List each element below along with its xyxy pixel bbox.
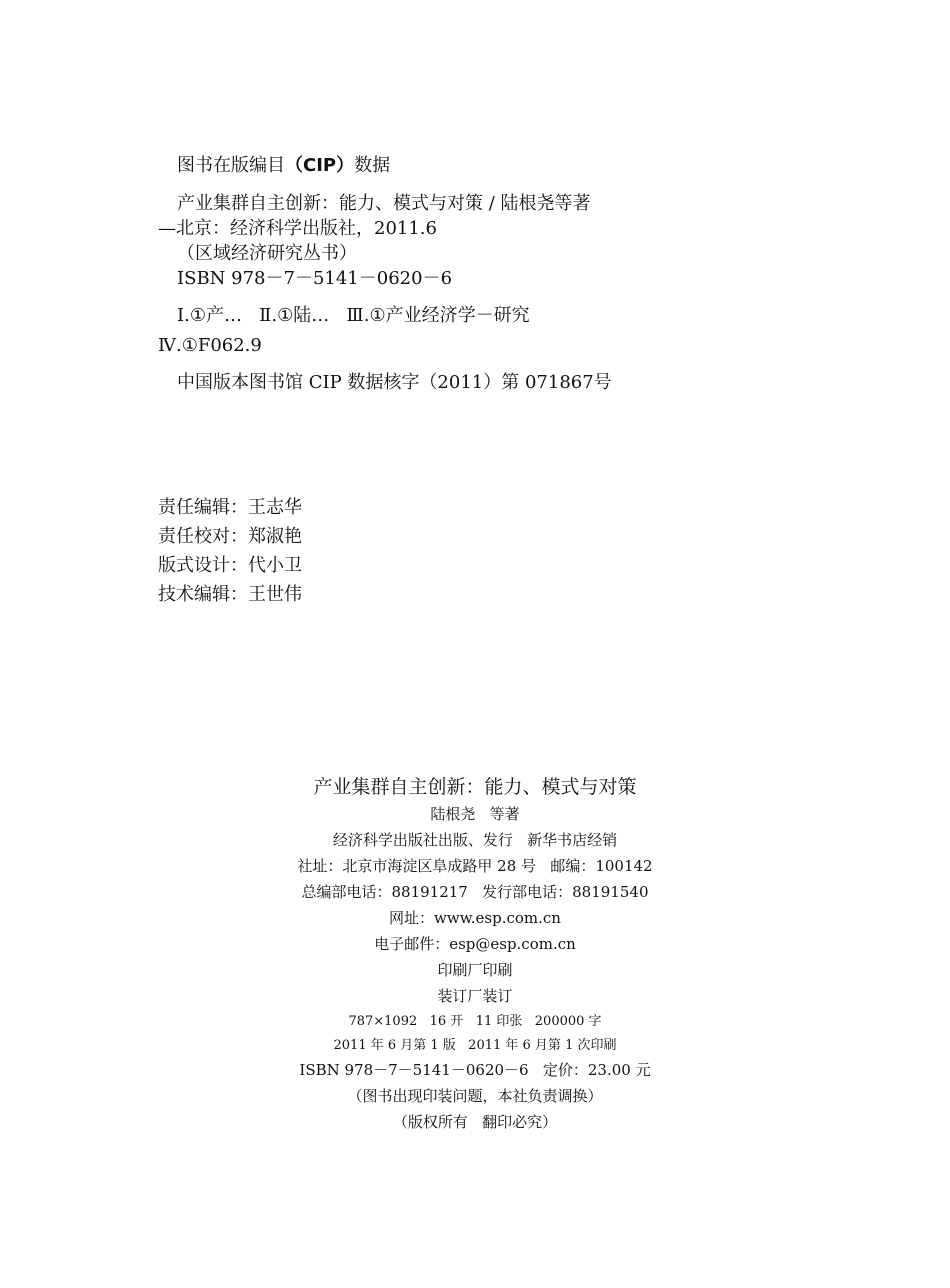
cip-record-line: 中国版本图书馆 CIP 数据核字（2011）第 071867号 <box>177 372 612 393</box>
colophon-format: 787×1092 16 开 11 印张 200000 字 <box>348 1014 602 1029</box>
colophon-printer: 印刷厂印刷 <box>437 961 513 979</box>
cip-publisher-line: —北京：经济科学出版社，2011.6 <box>158 218 437 239</box>
staff-layout-designer: 版式设计：代小卫 <box>158 555 302 576</box>
cip-series-line: （区域经济研究丛书） <box>177 243 357 264</box>
staff-proofreader: 责任校对：郑淑艳 <box>158 526 302 547</box>
cip-title-line: 产业集群自主创新：能力、模式与对策 / 陆根尧等著 <box>177 193 591 214</box>
colophon-publisher: 经济科学出版社出版、发行 新华书店经销 <box>332 831 618 849</box>
cip-heading-post: 数据 <box>354 155 391 176</box>
colophon-notice-rights: （版权所有 翻印必究） <box>392 1113 558 1131</box>
colophon-website: 网址：www.esp.com.cn <box>389 909 561 927</box>
cip-heading-pre: 图书在版编目 <box>177 155 285 176</box>
colophon-isbn-price: ISBN 978－7－5141－0620－6 定价：23.00 元 <box>299 1061 651 1079</box>
cip-class-line: Ⅳ.①F062.9 <box>158 335 262 356</box>
colophon-email: 电子邮件：esp@esp.com.cn <box>374 935 576 953</box>
colophon-book-title: 产业集群自主创新：能力、模式与对策 <box>313 776 637 798</box>
cip-subject-line: Ⅰ.①产… Ⅱ.①陆… Ⅲ.①产业经济学－研究 <box>177 305 530 326</box>
staff-editor: 责任编辑：王志华 <box>158 497 302 518</box>
colophon-address: 社址：北京市海淀区阜成路甲 28 号 邮编：100142 <box>297 857 653 875</box>
colophon-author: 陆根尧 等著 <box>430 805 520 823</box>
colophon-edition: 2011 年 6 月第 1 版 2011 年 6 月第 1 次印刷 <box>333 1038 617 1053</box>
staff-technical-editor: 技术编辑：王世伟 <box>158 584 302 605</box>
colophon-binder: 装订厂装订 <box>437 987 513 1005</box>
cip-heading <box>177 157 390 175</box>
colophon-notice-defect: （图书出现印装问题，本社负责调换） <box>347 1087 603 1105</box>
cip-heading-cip: （CIP） <box>285 155 355 176</box>
cip-isbn-line: ISBN 978－7－5141－0620－6 <box>177 268 453 289</box>
colophon-phones: 总编部电话：88191217 发行部电话：88191540 <box>301 883 649 901</box>
